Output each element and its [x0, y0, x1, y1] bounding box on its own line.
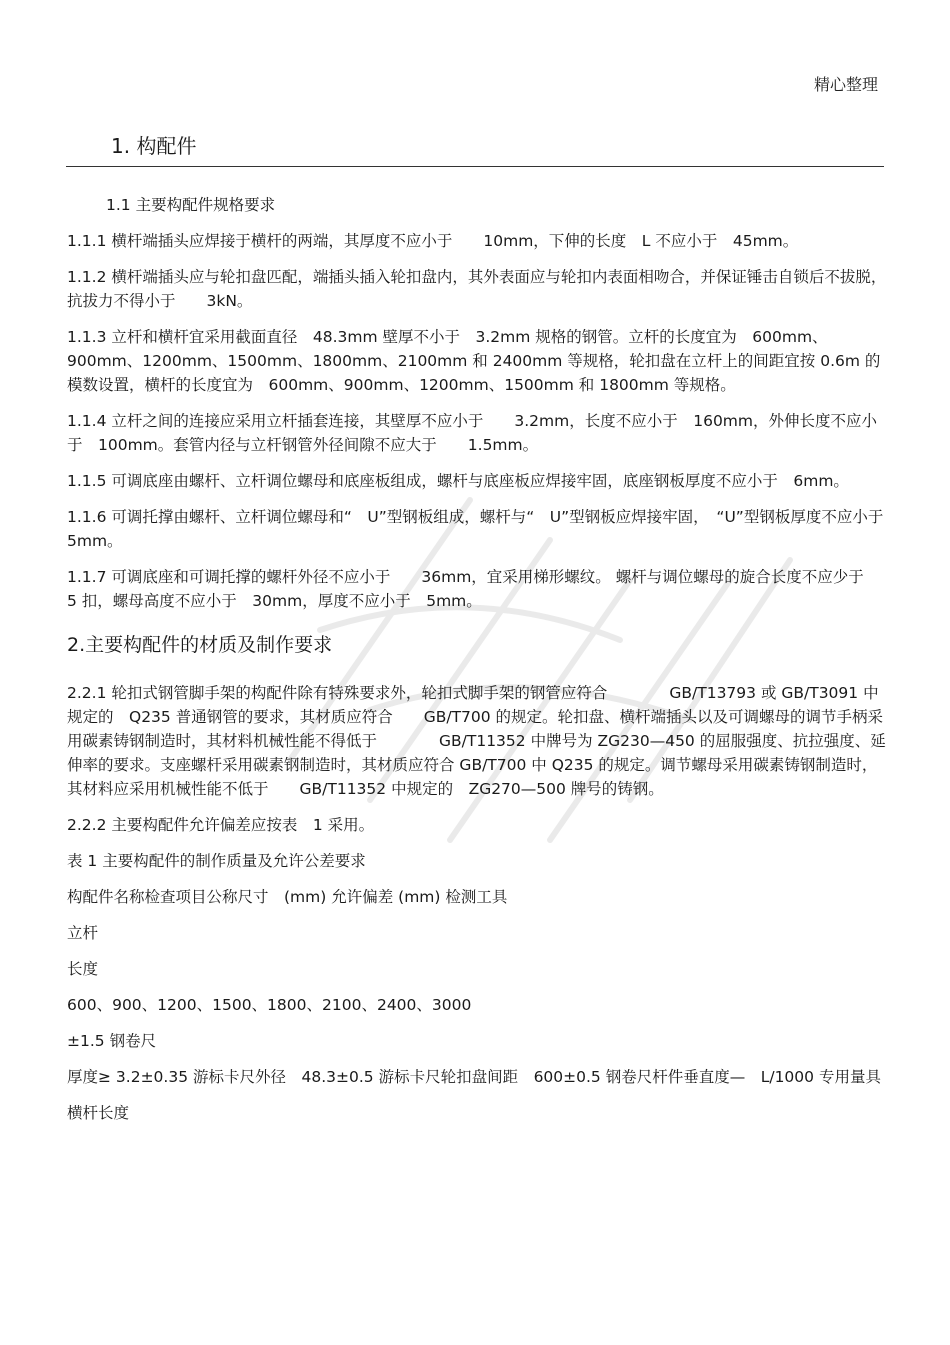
paragraph-1-1-1: 1.1.1 横杆端插头应焊接于横杆的两端，其厚度不应小于 10mm，下伸的长度 L 不应小于 45mm。 — [67, 232, 799, 250]
paragraph-1-1-3: 1.1.3 立杆和横杆宜采用截面直径 48.3mm 壁厚不小于 3.2mm 规格的钢管。立杆的长度宜为 600mm、900mm、1200mm、1500mm、1800mm、2100mm 和 2400mm 等规格，轮扣盘在立杆上的间距宜按 0.6m 的模数设置，横杆的长度宜为 600mm、900mm、1200mm、1500mm 和 1800mm 等规格。 — [67, 328, 881, 394]
paragraph-2-2-2: 2.2.2 主要构配件允许偏差应按表 1 采用。 — [67, 816, 375, 834]
section-2-title: 2.主要构配件的材质及制作要求 — [67, 634, 333, 656]
table-cell-tolerance: ±1.5 钢卷尺 — [67, 1032, 157, 1050]
table-cell-item: 长度 — [67, 960, 99, 978]
paragraph-2-2-1: 2.2.1 轮扣式钢管脚手架的构配件除有特殊要求外，轮扣式脚手架的钢管应符合 GB/T13793 或 GB/T3091 中规定的 Q235 普通钢管的要求，其材质应符合 GB/T700 的规定。轮扣盘、横杆端插头以及可调螺母的调节手柄采用碳素铸钢制造时，其材料机械性能不得低于 GB/T11352 中牌号为 ZG230—450 的屈服强度、抗拉强度、延伸率的要求。支座螺杆采用碳素钢制造时，其材质应符合 GB/T700 中 Q235 的规定。调节螺母采用碳素铸钢制造时， 其材料应采用机械性能不低于 GB/T11352 中规定的 ZG270—500 牌号的铸钢。 — [67, 684, 886, 798]
paragraph-1-1-5: 1.1.5 可调底座由螺杆、立杆调位螺母和底座板组成，螺杆与底座板应焊接牢固，底座钢板厚度不应小于 6mm。 — [67, 472, 849, 490]
header-note: 精心整理 — [813, 75, 878, 94]
table-header-text: 构配件名称检查项目公称尺寸 (mm) 允许偏差 (mm) 检测工具 — [67, 888, 508, 906]
title-divider — [66, 166, 884, 167]
table-cell-details: 厚度≥ 3.2±0.35 游标卡尺外径 48.3±0.5 游标卡尺轮扣盘间距 600±0.5 钢卷尺杆件垂直度— L/1000 专用量具 — [67, 1068, 881, 1086]
document-body — [67, 193, 899, 1125]
paragraph-1-1-7: 1.1.7 可调底座和可调托撑的螺杆外径不应小于 36mm，宜采用梯形螺纹。 螺杆与调位螺母的旋合长度不应少于 5 扣，螺母高度不应小于 30mm，厚度不应小于 5mm。 — [67, 568, 880, 610]
table-1-caption: 表 1 主要构配件的制作质量及允许公差要求 — [67, 852, 366, 870]
table-cell-nominal-sizes: 600、900、1200、1500、1800、2100、2400、3000 — [67, 996, 472, 1014]
paragraph-1-1-6: 1.1.6 可调托撑由螺杆、立杆调位螺母和“ U”型钢板组成，螺杆与“ U”型钢板应焊接牢固， “U”型钢板厚度不应小于 5mm。 — [67, 508, 899, 550]
subsection-1-1-title: 1.1 主要构配件规格要求 — [106, 196, 276, 214]
table-cell-crossbar-length: 横杆长度 — [67, 1104, 130, 1122]
section-1-title: 1. 构配件 — [111, 134, 197, 158]
paragraph-1-1-4: 1.1.4 立杆之间的连接应采用立杆插套连接，其壁厚不应小于 3.2mm，长度不应小于 160mm，外伸长度不应小于 100mm。套管内径与立杆钢管外径间隙不应大于 1.5mm。 — [67, 412, 877, 454]
paragraph-1-1-2: 1.1.2 横杆端插头应与轮扣盘匹配，端插头插入轮扣盘内，其外表面应与轮扣内表面相吻合，并保证锤击自锁后不拔脱，抗拔力不得小于 3kN。 — [67, 268, 887, 310]
table-cell-component: 立杆 — [67, 924, 99, 942]
